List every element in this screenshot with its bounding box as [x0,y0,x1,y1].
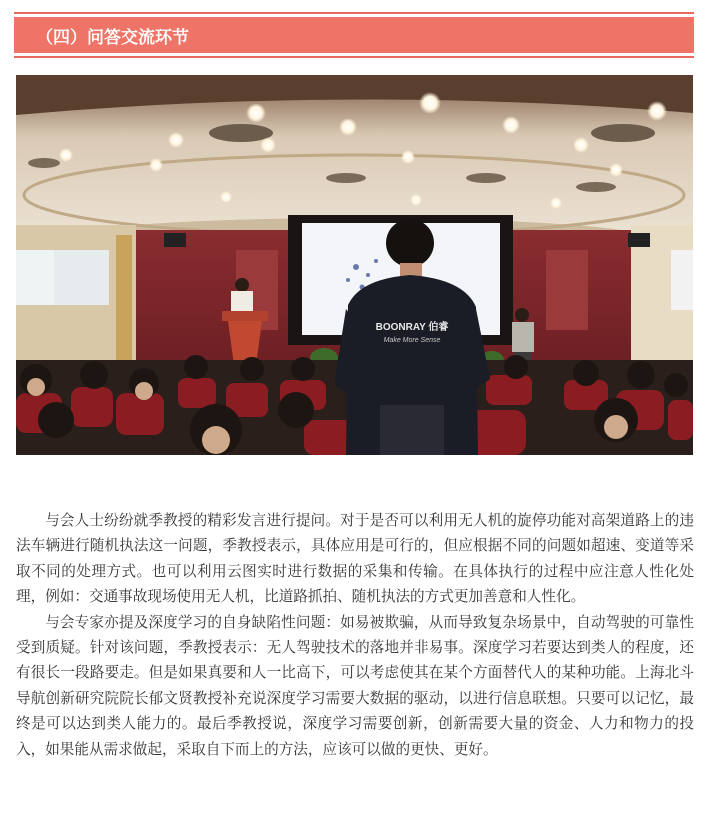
paragraph: 与会专家亦提及深度学习的自身缺陷性问题：如易被欺骗，从而导致复杂场景中，自动驾驶的可靠性受到质疑。针对该问题，季教授表示：无人驾驶技术的落地并非易事。深度学习若要达到类人的程度，还有很长一段路要走。但是如果真要和人一比高下，可以考虑使其在某个方面替代人的某种功能。上海北斗导航创新研究院院长郁文贤教授补充说深度学习需要大数据的驱动，以进行信息联想。只要可以记忆，最终是可以达到类人能力的。最后季教授说，深度学习需要创新，创新需要大量的资金、人力和物力的投入，如果能从需求做起，采取自下而上的方法，应该可以做的更快、更好。 [16,613,694,758]
section-header [14,12,694,58]
shirt-slogan-text: Make More Sense [383,337,441,344]
article-body [16,508,694,762]
shirt-brand-text: BOONRAY 伯睿 [375,322,449,333]
conference-photo [16,75,693,455]
paragraph: 与会人士纷纷就季教授的精彩发言进行提问。对于是否可以利用无人机的旋停功能对高架道路上的违法车辆进行随机执法这一问题，季教授表示，具体应用是可行的，但应根据不同的问题如超速、变道等采取不同的处理方式。也可以利用云图实时进行数据的采集和传输。在具体执行的过程中应注意人性化处理，例如：交通事故现场使用无人机，比道路抓拍、随机执法的方式更加善意和人性化。 [16,512,694,606]
section-header-bar [14,17,694,53]
section-title: （四）问答交流环节 [36,27,189,48]
